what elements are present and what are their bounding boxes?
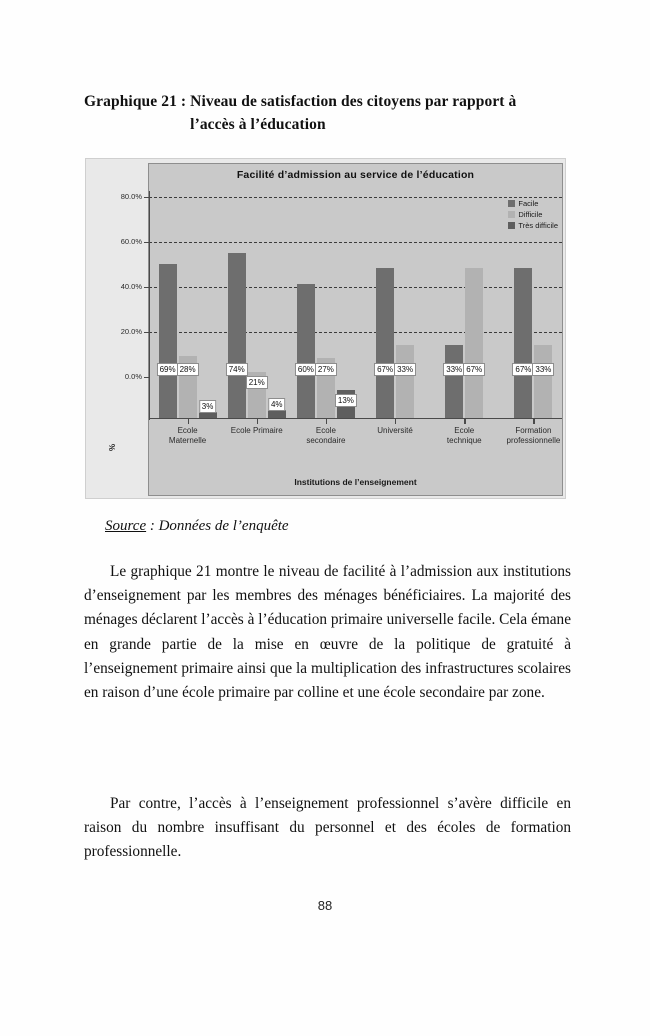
- legend-label: Très difficile: [518, 220, 558, 230]
- bar-wrapper: [465, 268, 483, 419]
- x-category-label: Ecole technique: [446, 426, 482, 445]
- x-category-label: Ecole Primaire: [230, 426, 283, 435]
- bar: [445, 345, 463, 419]
- chart-title: Facilité d’admission au service de l’éducation: [236, 169, 475, 181]
- bar-value-label: 60%: [295, 363, 317, 376]
- y-tick-label: 40.0%: [120, 282, 142, 291]
- bar-wrapper: [297, 284, 315, 419]
- bar-wrapper: [396, 345, 414, 419]
- bar-wrapper: [514, 268, 532, 419]
- x-tick-mark: [464, 419, 465, 424]
- bar: [376, 268, 394, 419]
- bar-value-label: 33%: [443, 363, 465, 376]
- y-tick-label: 0.0%: [124, 372, 142, 381]
- figure-label: Graphique 21 :: [84, 93, 187, 110]
- bar: [534, 345, 552, 419]
- bar-group: [430, 233, 499, 419]
- figure-caption: [84, 90, 576, 136]
- chart-container: [85, 158, 566, 499]
- bar: [396, 345, 414, 419]
- source-text: : Données de l’enquête: [146, 518, 289, 534]
- x-tick-mark: [395, 419, 396, 424]
- page-number: 88: [317, 898, 333, 913]
- y-axis-label: %: [108, 443, 117, 451]
- gridline: [149, 197, 562, 198]
- x-axis-label: Institutions de l’enseignement: [294, 477, 417, 487]
- bar-wrapper: [445, 345, 463, 419]
- legend-label: Facile: [518, 198, 539, 208]
- y-axis-line: [149, 191, 150, 420]
- bar-value-label: 13%: [335, 394, 357, 407]
- body-paragraph-1: Le graphique 21 montre le niveau de facilité à l’admission aux institutions d’enseignement par les membres des ménages bénéficiaires. La majorité des ménages déclarent l’accès à l’éducation primaire universelle facile. Cela émane en grande partie de la mise en œuvre de la politique de gratuité à l’enseignement primaire ainsi que la multiplication des infrastructures scolaires en raison d’une école primaire par colline et une école secondaire par zone.: [84, 563, 571, 702]
- bar-group: [361, 233, 430, 419]
- source-word: Source: [105, 518, 147, 534]
- bar-value-label: 3%: [199, 400, 217, 413]
- x-category-label: Université: [377, 426, 413, 435]
- bar-value-label: 4%: [268, 398, 286, 411]
- x-category-label: Ecole secondaire: [306, 426, 346, 445]
- bar-wrapper: [228, 253, 246, 420]
- bar-group: [222, 233, 291, 419]
- bar-wrapper: [317, 358, 335, 419]
- x-tick-mark: [326, 419, 327, 424]
- bar-group: [291, 233, 360, 419]
- bar-value-label: 21%: [246, 376, 268, 389]
- bar: [179, 356, 197, 419]
- plot-area: [149, 191, 562, 495]
- x-tick-mark: [533, 419, 534, 424]
- bar: [465, 268, 483, 419]
- bar-wrapper: [159, 264, 177, 419]
- x-tick-mark: [257, 419, 258, 424]
- bar-value-label: 67%: [374, 363, 396, 376]
- bar-wrapper: [376, 268, 394, 419]
- y-tick-label: 80.0%: [120, 192, 142, 201]
- bar-value-label: 74%: [226, 363, 248, 376]
- bar: [514, 268, 532, 419]
- x-tick-mark: [188, 419, 189, 424]
- bar-wrapper: [179, 356, 197, 419]
- bar-value-label: 67%: [512, 363, 534, 376]
- y-tick-label: 20.0%: [120, 327, 142, 336]
- x-axis: [149, 419, 562, 495]
- bar-group: [153, 233, 222, 419]
- bar-value-label: 27%: [315, 363, 337, 376]
- bar: [228, 253, 246, 420]
- bar: [337, 390, 355, 419]
- y-tick-label: 60.0%: [120, 237, 142, 246]
- legend-label: Difficile: [518, 209, 543, 219]
- bar-wrapper: [534, 345, 552, 419]
- source-note: [105, 518, 289, 535]
- bar-wrapper: [248, 372, 266, 419]
- body-paragraph-2: Par contre, l’accès à l’enseignement professionnel s’avère difficile en raison du nombre insuffisant du personnel et des écoles de formation professionnelle.: [84, 795, 571, 861]
- bar: [159, 264, 177, 419]
- bar-value-label: 33%: [394, 363, 416, 376]
- x-category-label: Ecole Maternelle: [168, 426, 207, 445]
- bar-value-label: 67%: [463, 363, 485, 376]
- bar-group: [499, 233, 568, 419]
- bar: [317, 358, 335, 419]
- bar: [297, 284, 315, 419]
- chart-plot-frame: [148, 163, 563, 496]
- x-category-label: Formation professionnelle: [506, 426, 561, 445]
- bar-wrapper: [337, 390, 355, 419]
- bar: [248, 372, 266, 419]
- figure-title: Niveau de satisfaction des citoyens par rapport à l’accès à l’éducation: [190, 93, 517, 133]
- bar-value-label: 33%: [532, 363, 554, 376]
- bar-value-label: 69%: [157, 363, 179, 376]
- bar-value-label: 28%: [177, 363, 199, 376]
